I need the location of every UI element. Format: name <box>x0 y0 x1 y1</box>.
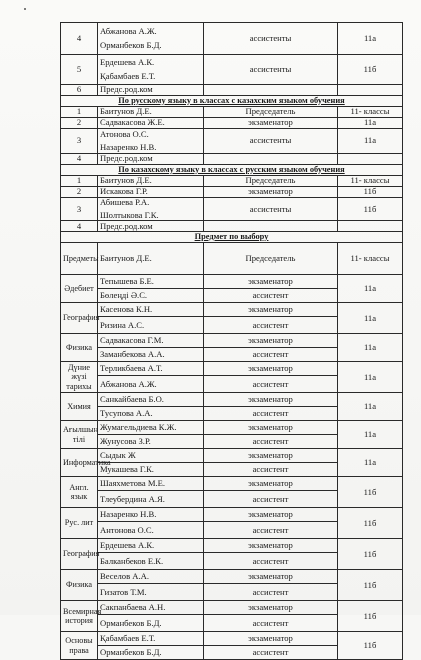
member-name: Антонова О.С. <box>98 522 204 539</box>
class-label: 11а <box>338 275 403 303</box>
class-label <box>338 154 403 165</box>
member-name: Тепышева Б.Е. <box>98 275 204 289</box>
subject-label: Физика <box>61 334 98 362</box>
member-role: ассистент <box>204 407 338 421</box>
subject-label: Әдебиет <box>61 275 98 303</box>
subject-label: Основы права <box>61 632 98 660</box>
member-names <box>98 118 204 129</box>
member-role <box>204 221 338 232</box>
member-name: Баитунов Д.Е. <box>98 243 204 275</box>
member-name: Балканбеков Е.К. <box>98 553 204 570</box>
member-name: Искакова Г.Р. <box>100 186 148 197</box>
member-name: Сакпанбаева А.Н. <box>98 601 204 615</box>
member-role: ассистенты <box>204 129 338 154</box>
table-row <box>61 362 403 376</box>
member-name: Назаренко Н.В. <box>98 508 204 522</box>
section-row <box>61 165 403 176</box>
table-row <box>61 107 403 118</box>
class-label <box>338 85 403 96</box>
member-role: Председатель <box>204 243 338 275</box>
member-name: Бөлеңді Ә.С. <box>98 289 204 303</box>
member-names <box>98 176 204 187</box>
chair-row <box>61 243 403 275</box>
table-row <box>61 176 403 187</box>
member-name: Шолтыкова Г.К. <box>100 210 159 221</box>
member-name: Гизатов Т.М. <box>98 584 204 601</box>
exam-commission-table <box>60 22 403 660</box>
table-row <box>61 221 403 232</box>
table-row <box>61 393 403 407</box>
member-role: экзаменатор <box>204 632 338 646</box>
member-names <box>98 129 204 154</box>
table-row <box>61 275 403 289</box>
row-number: 1 <box>61 107 98 118</box>
table-row <box>61 508 403 522</box>
member-role: экзаменатор <box>204 303 338 317</box>
member-names <box>98 221 204 232</box>
class-label: 11а <box>338 362 403 393</box>
member-name: Терликбаева А.Т. <box>98 362 204 376</box>
subject-label: Дүние жүзі тарихы <box>61 362 98 393</box>
subject-label: География <box>61 539 98 570</box>
member-name: Шаяхметова М.Е. <box>98 477 204 491</box>
row-number: 1 <box>61 176 98 187</box>
class-label: 11б <box>338 477 403 508</box>
member-name: Предс.род.ком <box>100 84 153 95</box>
member-names <box>98 187 204 198</box>
member-name: Абишева Р.А. <box>100 197 150 207</box>
member-name: Касенова К.Н. <box>98 303 204 317</box>
member-role: экзаменатор <box>204 508 338 522</box>
class-label <box>338 221 403 232</box>
row-number: 4 <box>61 221 98 232</box>
table-row <box>61 303 403 317</box>
member-role <box>204 154 338 165</box>
member-name: Орманбеков Б.Д. <box>98 646 204 660</box>
table-row <box>61 601 403 615</box>
class-label: 11б <box>338 539 403 570</box>
member-role: экзаменатор <box>204 334 338 348</box>
member-name: Садвакасова Г.М. <box>98 334 204 348</box>
member-role: ассистент <box>204 376 338 393</box>
member-role: экзаменатор <box>204 362 338 376</box>
member-role: экзаменатор <box>204 275 338 289</box>
subject-label: Англ. язык <box>61 477 98 508</box>
section-heading-kazakh: По казахскому языку в классах с русским языком обучения <box>61 165 403 176</box>
table-row <box>61 570 403 584</box>
member-name: Ердешева А.К. <box>98 539 204 553</box>
member-role: экзаменатор <box>204 449 338 463</box>
row-number: 4 <box>61 154 98 165</box>
member-names <box>98 55 204 85</box>
class-label: 11б <box>338 187 403 198</box>
section-heading-elective: Предмет по выбору <box>61 232 403 243</box>
class-label: 11б <box>338 198 403 221</box>
member-name: Предс.род.ком <box>100 220 153 231</box>
row-number: 3 <box>61 198 98 221</box>
member-role: Председатель <box>204 176 338 187</box>
row-number: 5 <box>61 55 98 85</box>
member-role: ассистент <box>204 435 338 449</box>
member-name: Абжанова А.Ж. <box>98 376 204 393</box>
class-label: 11а <box>338 334 403 362</box>
member-name: Баитунов Д.Е. <box>100 175 152 186</box>
member-names <box>98 85 204 96</box>
class-label: 11б <box>338 601 403 632</box>
class-label: 11- классы <box>338 176 403 187</box>
table-row <box>61 334 403 348</box>
member-name: Сыдык Ж <box>98 449 204 463</box>
class-label: 11а <box>338 421 403 449</box>
table-row <box>61 23 403 55</box>
class-label: 11б <box>338 570 403 601</box>
table-row <box>61 154 403 165</box>
member-names <box>98 107 204 118</box>
subject-label: География <box>61 303 98 334</box>
subject-label: Химия <box>61 393 98 421</box>
member-name: Санкайбаева Б.О. <box>98 393 204 407</box>
member-role: ассистенты <box>204 23 338 55</box>
class-label: 11б <box>338 55 403 85</box>
row-number: 4 <box>61 23 98 55</box>
member-role: экзаменатор <box>204 601 338 615</box>
class-label: 11а <box>338 393 403 421</box>
member-names <box>98 154 204 165</box>
row-number: 6 <box>61 85 98 96</box>
scan-speck <box>24 8 26 10</box>
member-name: Атонова О.С. <box>100 128 149 139</box>
subject-label: Всемирная история <box>61 601 98 632</box>
class-label: 11а <box>338 303 403 334</box>
member-role: ассистент <box>204 463 338 477</box>
class-label: 11а <box>338 118 403 129</box>
class-label: 11а <box>338 129 403 154</box>
table-row <box>61 118 403 129</box>
member-role: ассистент <box>204 615 338 632</box>
table-row <box>61 539 403 553</box>
subject-label: Физика <box>61 570 98 601</box>
table-row <box>61 187 403 198</box>
member-role: ассистент <box>204 646 338 660</box>
row-number: 2 <box>61 118 98 129</box>
class-label: 11б <box>338 632 403 660</box>
member-name: Назаренко Н.В. <box>100 142 157 152</box>
table-row <box>61 632 403 646</box>
subject-label: Информатика <box>61 449 98 477</box>
member-name: Баитунов Д.Е. <box>100 106 152 117</box>
member-name: Қабамбаев Е.Т. <box>100 70 156 81</box>
member-name: Жумагельдиева К.Ж. <box>98 421 204 435</box>
member-name: Жунусова З.Р. <box>98 435 204 449</box>
member-name: Тлеубердина А.Я. <box>98 491 204 508</box>
member-name: Орманбеков Б.Д. <box>100 39 162 50</box>
member-name: Тусупова А.А. <box>98 407 204 421</box>
member-name: Ризина А.С. <box>98 317 204 334</box>
class-label: 11б <box>338 508 403 539</box>
table-row <box>61 85 403 96</box>
member-name: Садвакасова Ж.Е. <box>100 117 165 128</box>
class-label: 11а <box>338 23 403 55</box>
member-role <box>204 85 338 96</box>
member-role: ассистент <box>204 553 338 570</box>
table-row <box>61 55 403 85</box>
member-role: экзаменатор <box>204 187 338 198</box>
member-role: ассистенты <box>204 198 338 221</box>
member-role: ассистент <box>204 317 338 334</box>
section-heading-russian: По русскому языку в классах с казахским языком обучения <box>61 96 403 107</box>
member-role: экзаменатор <box>204 539 338 553</box>
member-name: Абжанова А.Ж. <box>100 26 157 37</box>
member-role: ассистент <box>204 584 338 601</box>
section-row <box>61 96 403 107</box>
member-names <box>98 198 204 221</box>
class-label: 11а <box>338 449 403 477</box>
row-number: 3 <box>61 129 98 154</box>
member-name: Предс.род.ком <box>100 153 153 164</box>
member-role: ассистент <box>204 522 338 539</box>
member-role: ассистент <box>204 348 338 362</box>
section-row <box>61 232 403 243</box>
table-row <box>61 449 403 463</box>
table-row <box>61 198 403 221</box>
subject-label: Ағылшын тілі <box>61 421 98 449</box>
member-name: Қабамбаев Е.Т. <box>98 632 204 646</box>
subject-label: Предметы <box>61 243 98 275</box>
table-row <box>61 477 403 491</box>
row-number: 2 <box>61 187 98 198</box>
member-role: экзаменатор <box>204 118 338 129</box>
member-name: Ердешева А.К. <box>100 57 155 68</box>
table-row <box>61 421 403 435</box>
table-row <box>61 129 403 154</box>
member-name: Заманбекова А.А. <box>98 348 204 362</box>
member-role: ассистент <box>204 491 338 508</box>
member-names <box>98 23 204 55</box>
member-role: экзаменатор <box>204 421 338 435</box>
member-name: Веселов А.А. <box>98 570 204 584</box>
subject-label: Рус. лит <box>61 508 98 539</box>
member-role: экзаменатор <box>204 477 338 491</box>
member-role: экзаменатор <box>204 570 338 584</box>
member-name: Орманбеков Б.Д. <box>98 615 204 632</box>
member-role: Председатель <box>204 107 338 118</box>
member-name: Мукашева Г.К. <box>98 463 204 477</box>
member-role: ассистент <box>204 289 338 303</box>
member-role: ассистенты <box>204 55 338 85</box>
class-label: 11- классы <box>338 243 403 275</box>
member-role: экзаменатор <box>204 393 338 407</box>
class-label: 11- классы <box>338 107 403 118</box>
